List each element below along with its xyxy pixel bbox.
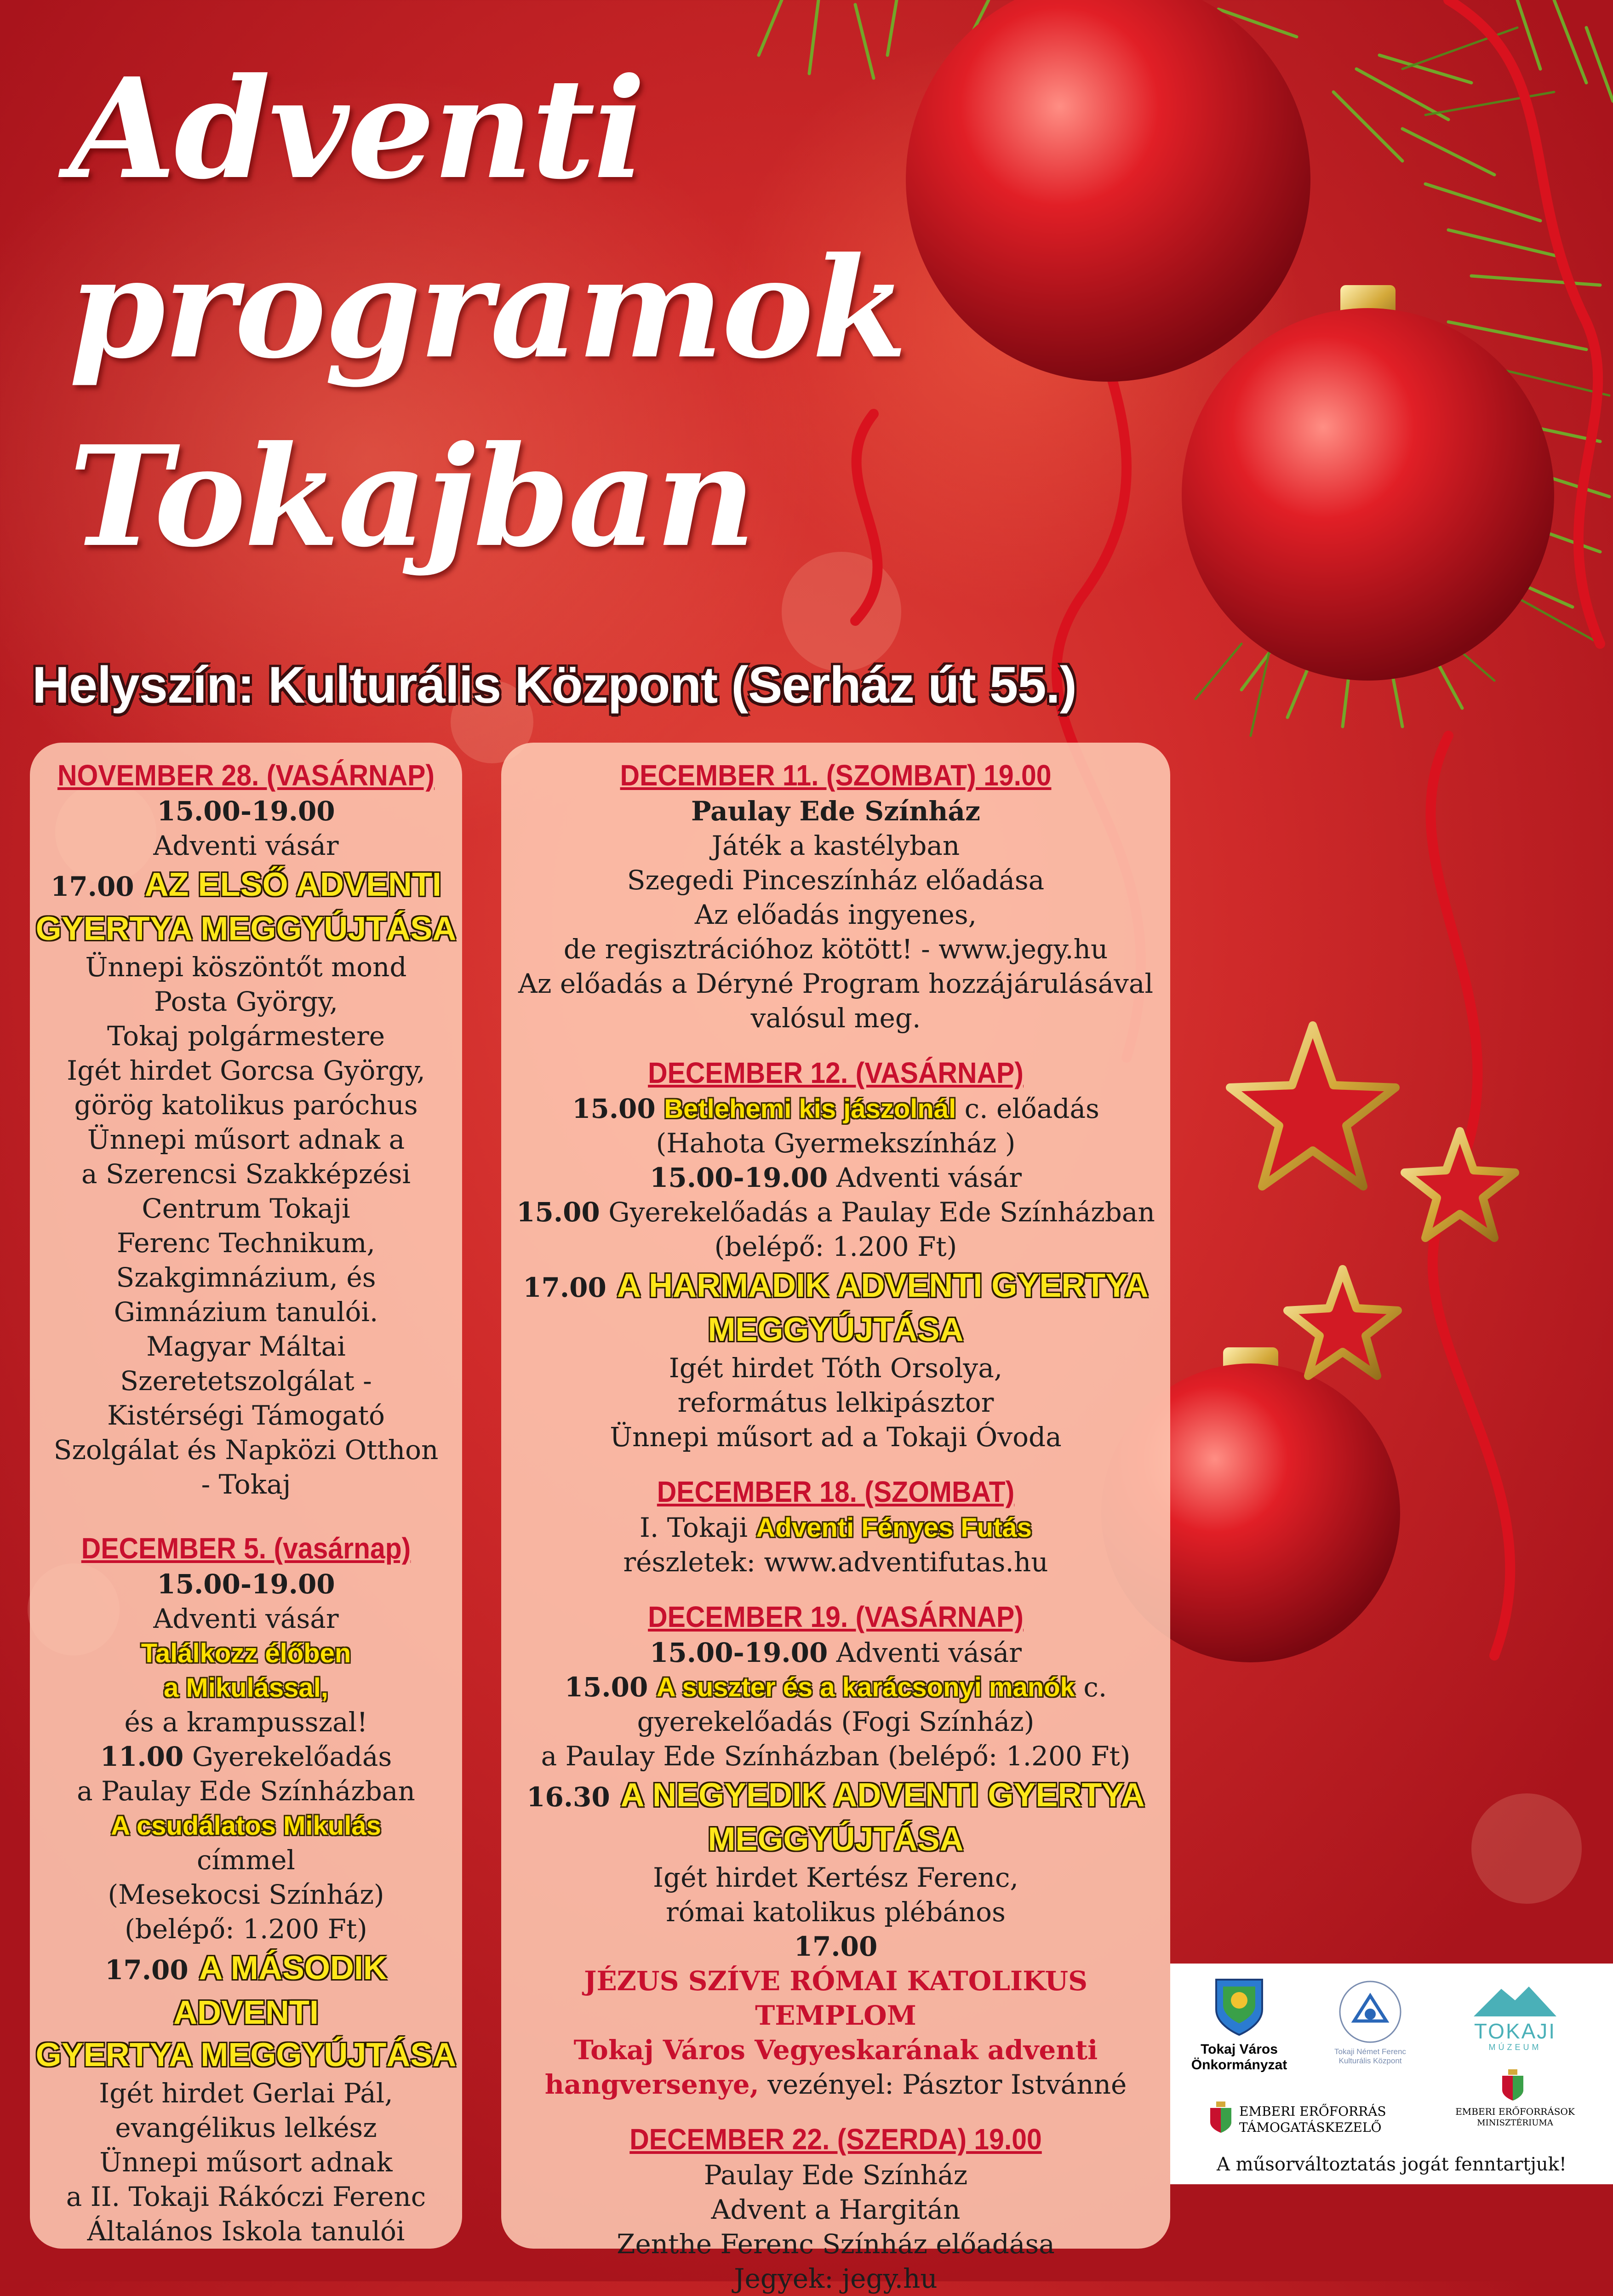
highlight-text: Találkozz élőben [141, 1638, 351, 1668]
highlight-text: Adventi Fényes Futás [756, 1513, 1032, 1543]
highlight-text: MEGGYÚJTÁSA [708, 1311, 964, 1348]
event-line: - Tokaj [201, 1469, 291, 1500]
event-line: a Paulay Ede Színházban [77, 1775, 415, 1807]
event-line: Kistérségi Támogató [107, 1400, 385, 1431]
concert-line: Tokaj Város Vegyeskarának adventi [573, 2034, 1098, 2066]
event-line: vezényel: Pásztor Istvánné [767, 2069, 1127, 2100]
time: 15.00 [572, 1093, 656, 1124]
event-line: Igét hirdet Gerlai Pál, [99, 2078, 393, 2109]
date-heading: NOVEMBER 28. (VASÁRNAP) [57, 759, 435, 792]
event-line: Igét hirdet Gorcsa György, [67, 1055, 425, 1086]
time: 17.00 [794, 1931, 878, 1962]
event-line: Az előadás a Déryné Program hozzájárulásával [518, 968, 1154, 999]
title-line-3: Tokajban [69, 415, 754, 578]
event-line: Igét hirdet Tóth Orsolya, [669, 1352, 1003, 1384]
event-line: Ünnepi műsort adnak [99, 2147, 393, 2178]
event-line: a Paulay Ede Színházban (belépő: 1.200 Ft) [541, 1741, 1131, 1772]
time: 15.00 [516, 1197, 600, 1228]
event-line: (belépő: 1.200 Ft) [125, 1913, 367, 1945]
event-line: Jegyek: jegy.hu [734, 2263, 938, 2294]
date-heading: DECEMBER 22. (SZERDA) 19.00 [629, 2123, 1042, 2156]
event-line: evangélikus lelkész [115, 2112, 377, 2143]
time: 16.30 [526, 1781, 610, 1813]
event-line: (Hahota Gyermekszínház ) [656, 1128, 1016, 1159]
venue-name: Paulay Ede Színház [691, 796, 980, 827]
event-line: Adventi vásár [153, 830, 339, 861]
event-line: Játék a kastélyban [711, 830, 960, 861]
cultural-center-icon [1336, 1977, 1405, 2046]
highlight-text: A MÁSODIK ADVENTI [173, 1950, 387, 2031]
event-line: Ünnepi műsort ad a Tokaji Óvoda [610, 1421, 1062, 1453]
event-line: Adventi vásár [153, 1603, 339, 1634]
title-line-1: Adventi [69, 47, 644, 210]
highlight-text: A HARMADIK ADVENTI GYERTYA [617, 1267, 1149, 1304]
time: 17.00 [523, 1272, 606, 1303]
date-heading: DECEMBER 18. (SZOMBAT) [657, 1475, 1015, 1508]
event-line: Általános Iskola tanulói [87, 2216, 405, 2247]
event-line: Szolgálat és Napközi Otthon [53, 1434, 439, 1466]
hungarian-coat-of-arms-icon [1209, 2101, 1232, 2134]
date-heading: DECEMBER 19. (VASÁRNAP) [648, 1600, 1024, 1633]
highlight-text: AZ ELSŐ ADVENTI [144, 866, 441, 903]
time: 15.00 [564, 1672, 648, 1703]
time: 15.00-19.00 [650, 1637, 828, 1668]
event-line: Centrum Tokaji [142, 1193, 350, 1224]
event-line: Ünnepi műsort adnak a [87, 1124, 405, 1155]
date-heading: DECEMBER 5. (vasárnap) [81, 1532, 411, 1565]
museum-subtitle: MÚZEUM [1488, 2043, 1542, 2052]
event-line: a Szerencsi Szakképzési [81, 1158, 411, 1190]
highlight-text: Betlehemi kis jászolnál [664, 1094, 956, 1124]
event-line: Zenthe Ferenc Színház előadása [617, 2228, 1055, 2260]
event-line: Igét hirdet Kertész Ferenc, [653, 1862, 1018, 1893]
event-line: Gyerekelőadás a Paulay Ede Színházban [608, 1197, 1155, 1228]
time: 15.00-19.00 [157, 796, 335, 827]
highlight-text: MEGGYÚJTÁSA [708, 1821, 964, 1858]
emet-name-2: TÁMOGATÁSKEZELŐ [1239, 2120, 1382, 2135]
sponsor-logos [1170, 1964, 1613, 2184]
event-line: görög katolikus paróchus [74, 1089, 418, 1121]
event-line: Az előadás ingyenes, [694, 899, 977, 930]
event-line: református lelkipásztor [677, 1387, 994, 1418]
time: 17.00 [51, 871, 134, 902]
cultural-center-name: Tokaji Német Ferenc Kulturális Központ [1334, 2047, 1406, 2065]
event-line: Adventi vásár [836, 1637, 1022, 1668]
church-name: JÉZUS SZÍVE RÓMAI KATOLIKUS TEMPLOM [584, 1965, 1087, 2031]
event-line: Ünnepi köszöntőt mond [85, 951, 407, 983]
event-line: Gimnázium tanulói. [114, 1296, 378, 1328]
event-line: részletek: www.adventifutas.hu [623, 1546, 1048, 1578]
event-line: Szegedi Pinceszínház előadása [627, 865, 1045, 896]
time: 15.00-19.00 [157, 1569, 335, 1600]
highlight-text: A suszter és a karácsonyi manók [656, 1672, 1075, 1702]
disclaimer: A műsorváltoztatás jogát fenntartjuk! [1217, 2154, 1567, 2175]
right-program-panel [501, 743, 1170, 2294]
time: 15.00-19.00 [650, 1162, 828, 1193]
left-program-panel [30, 743, 462, 2249]
ministry-name-2: MINISZTÉRIUMA [1477, 2118, 1553, 2128]
highlight-text: GYERTYA MEGGYÚJTÁSA [35, 910, 457, 947]
title-line-2: programok [69, 227, 906, 389]
event-line: (belépő: 1.200 Ft) [714, 1231, 957, 1262]
event-line: Szeretetszolgálat - [120, 1365, 372, 1397]
event-line: valósul meg. [750, 1002, 921, 1034]
event-line: Szakgimnázium, és [116, 1262, 376, 1293]
event-line: c. [1083, 1672, 1107, 1703]
highlight-text: A csudálatos Mikulás [111, 1811, 381, 1841]
event-line: Magyar Máltai [146, 1331, 346, 1362]
event-line: gyerekelőadás (Fogi Színház) [637, 1706, 1035, 1737]
museum-mountain-icon [1474, 1982, 1556, 2019]
highlight-text: a Mikulással, [164, 1673, 328, 1703]
city-name: Tokaj Város Önkormányzat [1191, 2042, 1287, 2073]
event-line: Paulay Ede Színház [704, 2159, 968, 2191]
event-line: Adventi vásár [836, 1162, 1022, 1193]
event-line: (Mesekocsi Színház) [108, 1879, 384, 1910]
event-line: címmel [197, 1844, 295, 1876]
date-heading: DECEMBER 11. (SZOMBAT) 19.00 [620, 759, 1052, 792]
event-line: Advent a Hargitán [711, 2194, 961, 2225]
highlight-text: A NEGYEDIK ADVENTI GYERTYA [620, 1777, 1145, 1814]
time: 11.00 [100, 1741, 184, 1772]
event-line: római katolikus plébános [666, 1896, 1006, 1928]
emet-name: EMBERI ERŐFORRÁS [1239, 2104, 1386, 2119]
ministry-coat-of-arms-icon [1501, 2069, 1524, 2101]
event-line: Tokaj polgármestere [107, 1020, 385, 1052]
event-line: Posta György, [154, 986, 338, 1017]
date-heading: DECEMBER 12. (VASÁRNAP) [648, 1056, 1024, 1089]
event-line: és a krampusszal! [124, 1706, 368, 1738]
event-line: de regisztrációhoz kötött! - www.jegy.hu [563, 933, 1108, 965]
event-line: a II. Tokaji Rákóczi Ferenc [66, 2181, 426, 2212]
ministry-name: EMBERI ERŐFORRÁSOK [1455, 2106, 1575, 2117]
event-line: Ferenc Technikum, [117, 1227, 375, 1259]
venue-line: Helyszín: Kulturális Központ (Serház út 55.) [32, 656, 1076, 714]
city-crest-icon [1214, 1977, 1264, 2037]
event-line: c. előadás [964, 1093, 1099, 1124]
highlight-text: GYERTYA MEGGYÚJTÁSA [35, 2037, 457, 2073]
event-line: I. Tokaji [639, 1512, 748, 1543]
event-line: Gyerekelőadás [192, 1741, 392, 1772]
concert-line: hangversenye, [544, 2069, 759, 2100]
museum-name: TOKAJI [1474, 2019, 1556, 2043]
time: 17.00 [105, 1954, 189, 1986]
